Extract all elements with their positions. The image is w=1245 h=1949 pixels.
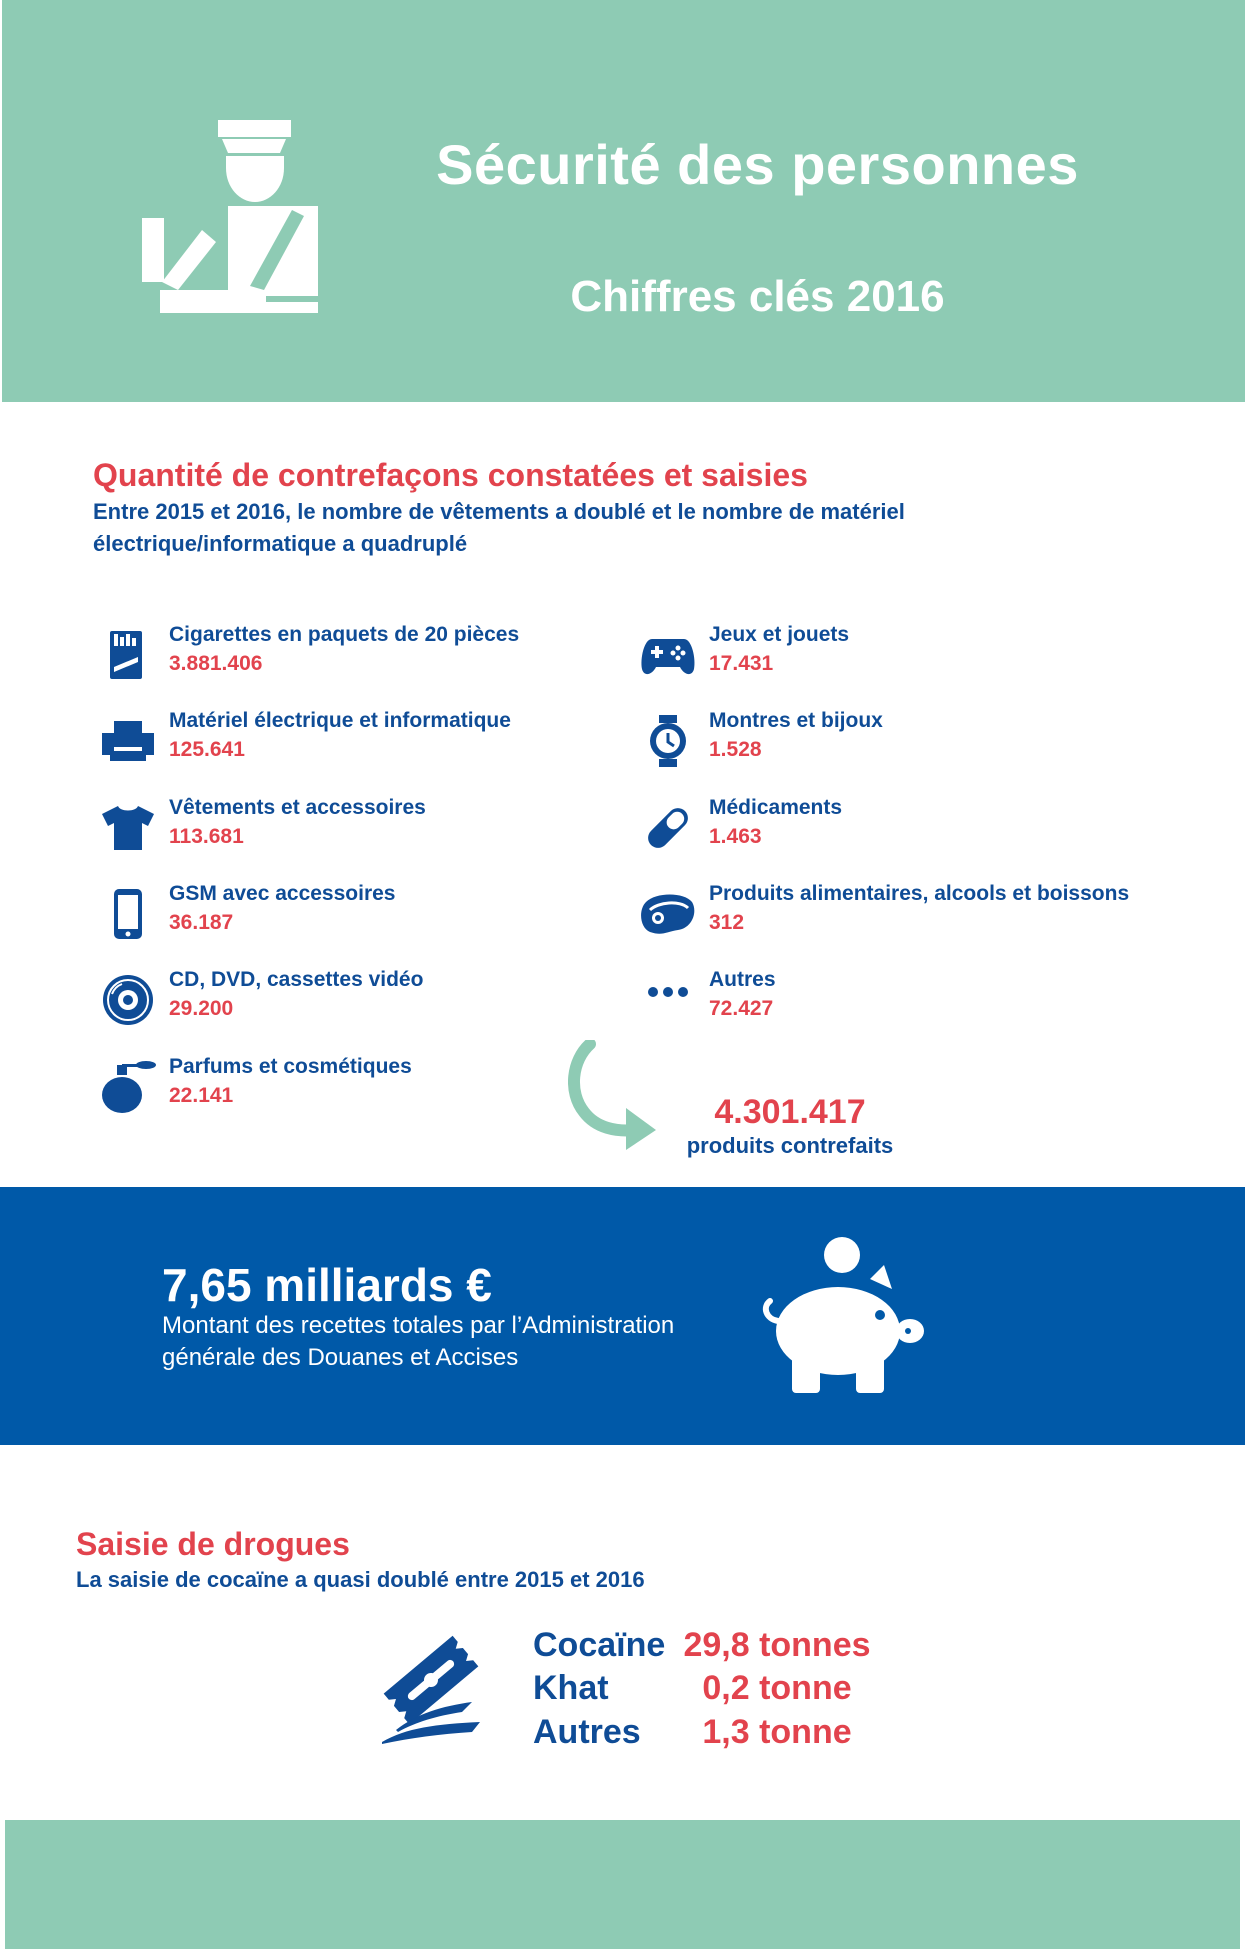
drug-section-description: La saisie de cocaïne a quasi doublé entre 2015 et 2016 xyxy=(76,1567,645,1592)
item-value: 29.200 xyxy=(169,997,234,1020)
disc-icon xyxy=(100,974,156,1026)
total-counterfeits-label: produits contrefaits xyxy=(686,1133,894,1158)
counterfeit-item-others xyxy=(640,968,1160,1028)
item-label: Montres et bijoux xyxy=(709,709,883,732)
smartphone-icon xyxy=(100,888,156,940)
tshirt-icon xyxy=(100,802,156,854)
piggy-bank-icon xyxy=(760,1235,925,1395)
counterfeit-item-media xyxy=(100,968,620,1028)
counterfeit-item-gsm xyxy=(100,882,620,942)
customs-officer-icon xyxy=(140,118,330,313)
razor-blade-icon xyxy=(376,1632,486,1747)
revenue-description: Montant des recettes totales par l’Administration générale des Douanes et Accises xyxy=(162,1312,675,1371)
drug-value-others: 1,3 tonne xyxy=(702,1713,852,1751)
counterfeit-item-cigarettes xyxy=(100,623,620,683)
item-value: 125.641 xyxy=(169,738,245,761)
cigarette-pack-icon xyxy=(100,629,156,681)
item-value: 36.187 xyxy=(169,911,234,934)
drug-value-cocaine: 29,8 tonnes xyxy=(683,1626,871,1664)
counterfeit-item-clothing xyxy=(100,796,620,856)
item-label: Parfums et cosmétiques xyxy=(169,1055,412,1078)
item-label: Cigarettes en paquets de 20 pièces xyxy=(169,623,520,646)
item-value: 3.881.406 xyxy=(169,652,263,675)
steak-icon xyxy=(640,888,696,940)
printer-icon xyxy=(100,715,156,767)
item-label: CD, DVD, cassettes vidéo xyxy=(169,968,424,991)
drug-name-cocaine: Cocaïne xyxy=(533,1626,666,1664)
item-label: Matériel électrique et informatique xyxy=(169,709,511,732)
gamepad-icon xyxy=(640,629,696,681)
revenue-amount: 7,65 milliards € xyxy=(162,1259,492,1311)
counterfeit-section-title: Quantité de contrefaçons constatées et saisies xyxy=(93,457,808,493)
item-value: 1.528 xyxy=(709,738,762,761)
counterfeit-item-medicines xyxy=(640,796,1160,856)
total-counterfeits-value: 4.301.417 xyxy=(714,1093,866,1131)
item-value: 113.681 xyxy=(169,825,244,848)
item-value: 72.427 xyxy=(709,997,774,1020)
item-value: 22.141 xyxy=(169,1084,234,1107)
item-value: 1.463 xyxy=(709,825,762,848)
watch-icon xyxy=(640,715,696,767)
perfume-icon xyxy=(100,1061,156,1113)
item-label: Médicaments xyxy=(709,796,843,819)
item-label: Autres xyxy=(709,968,776,991)
counterfeit-item-games xyxy=(640,623,1160,683)
drug-section-title: Saisie de drogues xyxy=(76,1526,350,1562)
counterfeit-item-food xyxy=(640,882,1160,942)
counterfeit-item-electrical xyxy=(100,709,620,769)
item-label: Vêtements et accessoires xyxy=(169,796,426,819)
item-label: GSM avec accessoires xyxy=(169,882,396,905)
item-value: 17.431 xyxy=(709,652,774,675)
page-title: Sécurité des personnes xyxy=(436,133,1079,196)
counterfeit-item-watches xyxy=(640,709,1160,769)
page-subtitle: Chiffres clés 2016 xyxy=(570,272,945,321)
drug-value-khat: 0,2 tonne xyxy=(702,1669,852,1707)
drug-name-khat: Khat xyxy=(533,1669,609,1707)
drug-name-others: Autres xyxy=(533,1713,641,1751)
item-label: Jeux et jouets xyxy=(709,623,850,646)
footer-band xyxy=(5,1820,1240,1949)
counterfeit-section-description: Entre 2015 et 2016, le nombre de vêtements a doublé et le nombre de matériel électrique/informatique a quadruplé xyxy=(93,499,905,556)
dots-icon xyxy=(640,974,696,1026)
pill-icon xyxy=(640,802,696,854)
item-label: Produits alimentaires, alcools et boissons xyxy=(709,882,1130,905)
counterfeit-item-perfume xyxy=(100,1055,620,1115)
item-value: 312 xyxy=(709,911,745,934)
